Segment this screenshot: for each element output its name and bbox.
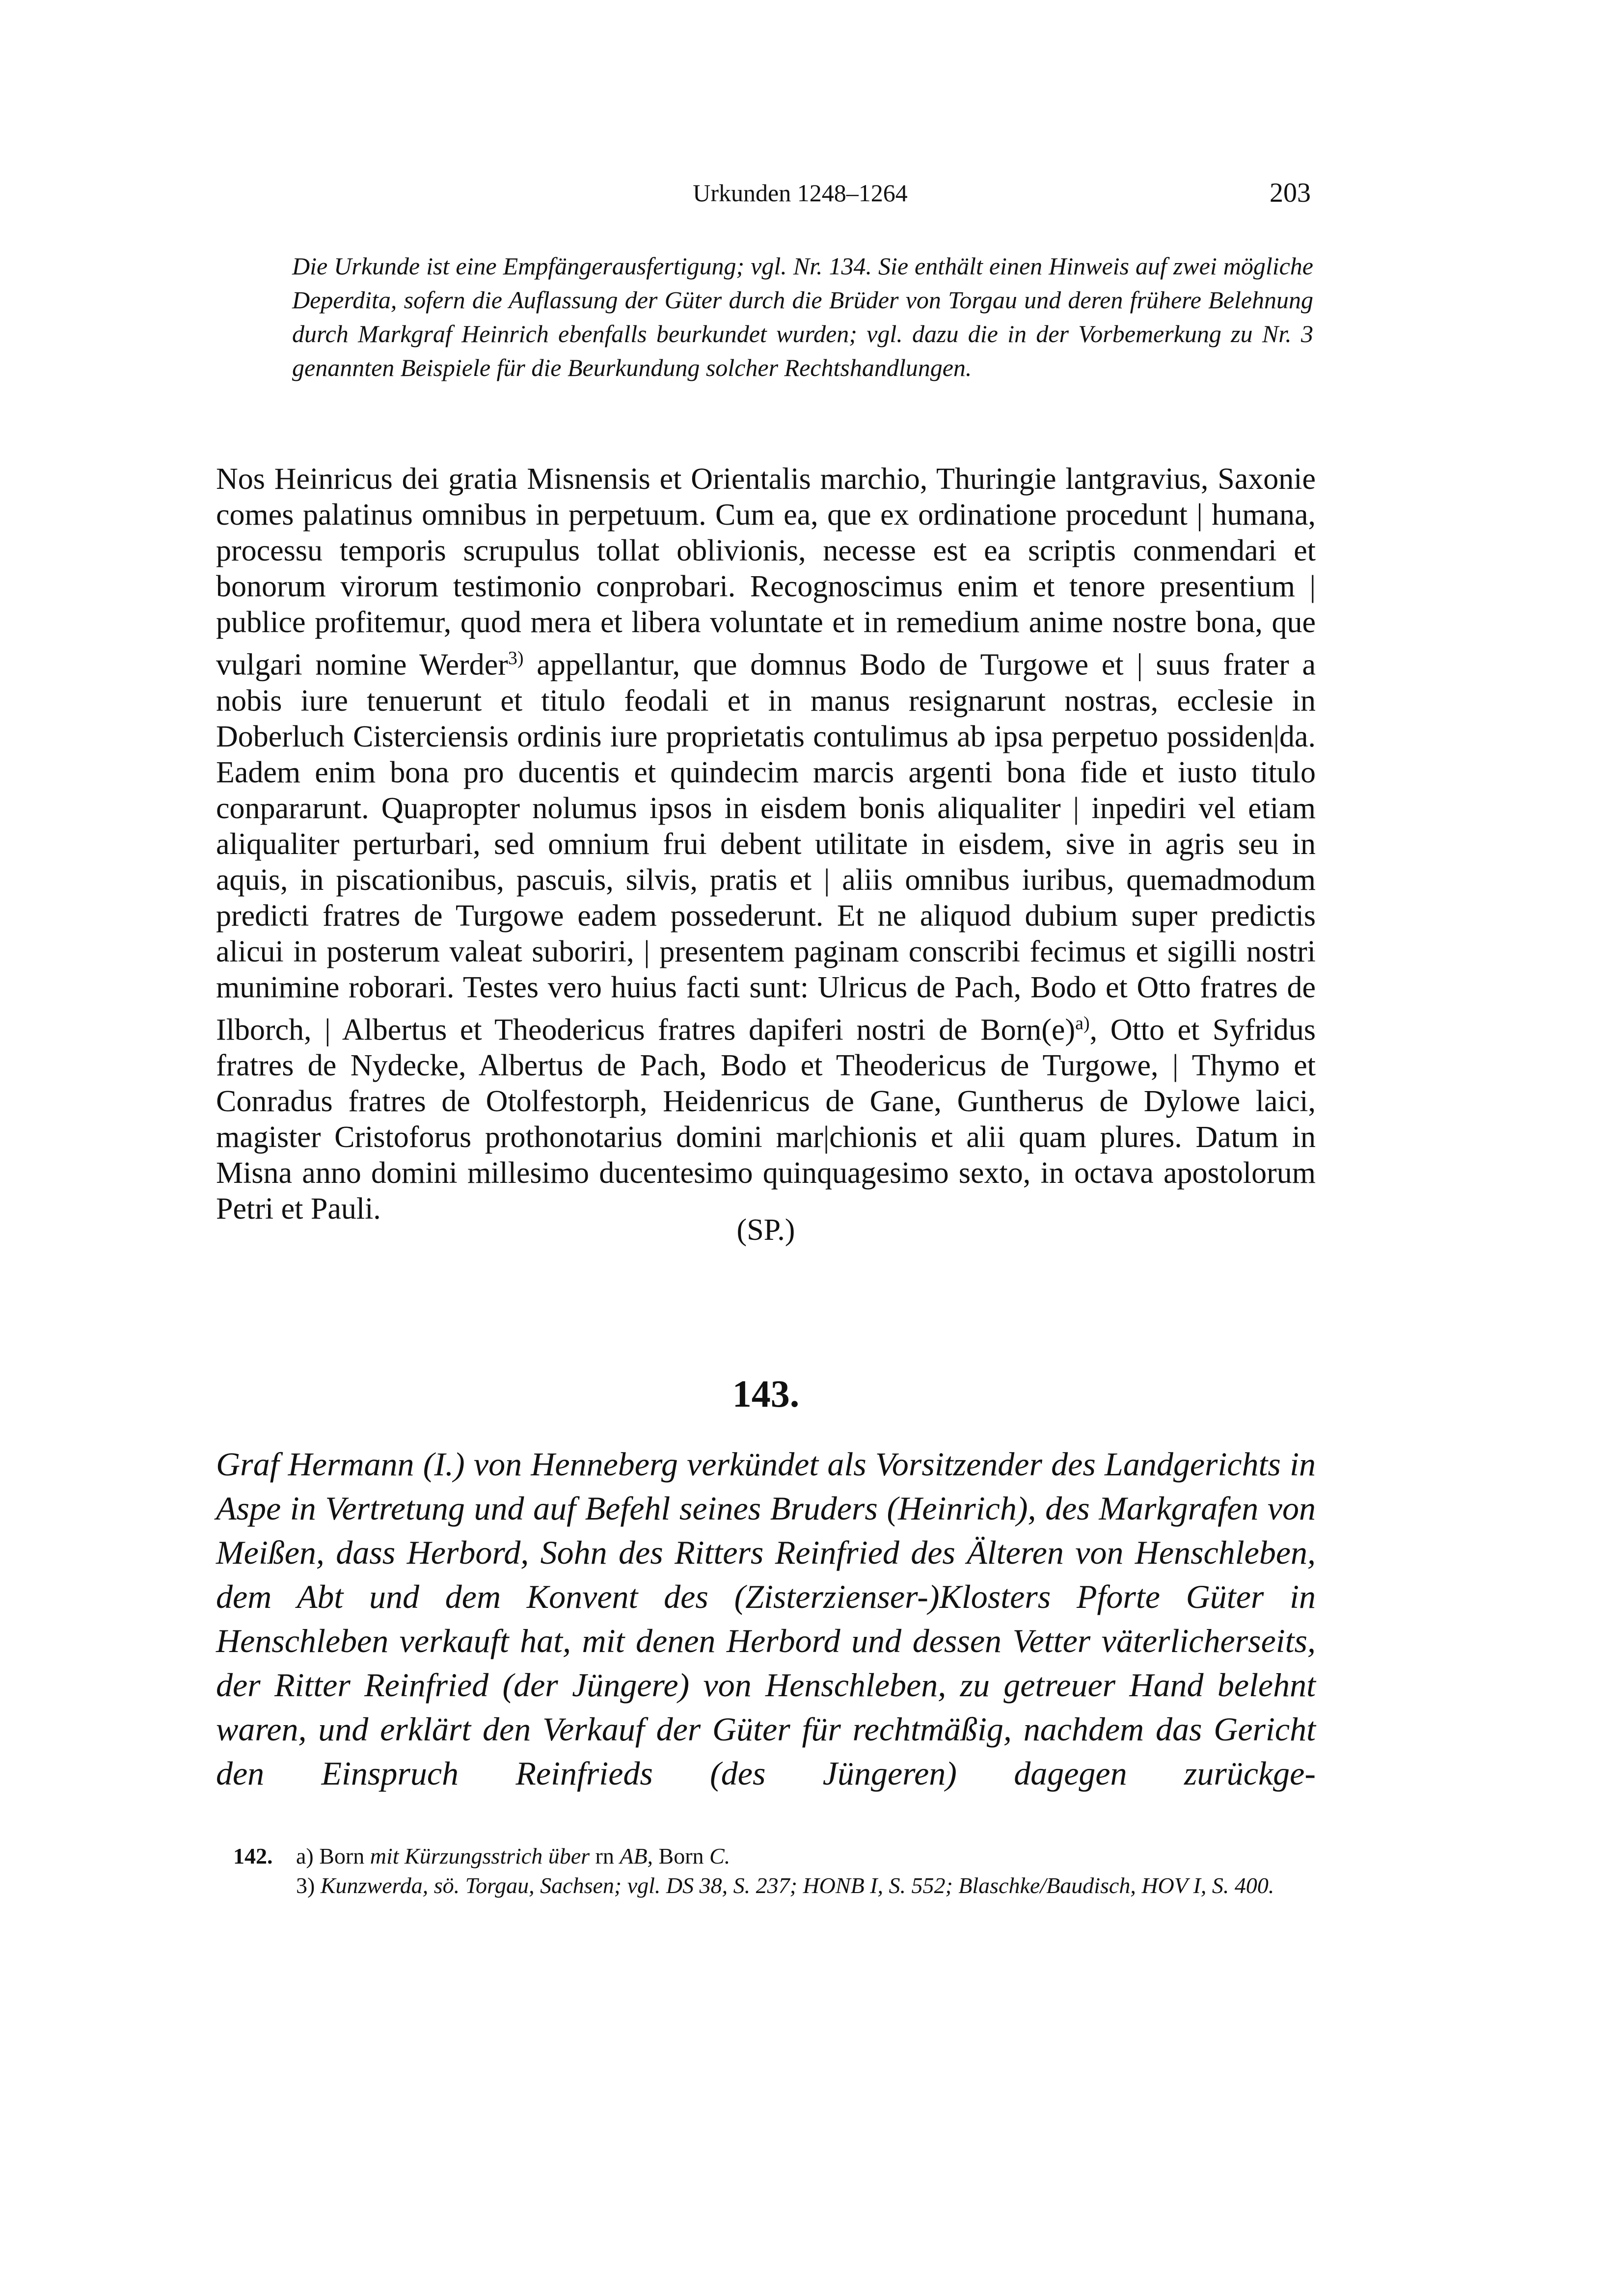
preliminary-remark: Die Urkunde ist eine Empfängerausfertigung; vgl. Nr. 134. Sie enthält einen Hinweis auf zwei mögliche Deperdita, sofern die Auflassung der Güter durch die Brüder von Torgau und deren frühere Belehnung durch Markgraf Heinrich ebenfalls beurkundet wurden; vgl. dazu die in der Vorbemerkung zu Nr. 3 genannten Beispiele für die Beurkundung solcher Rechtshandlungen.: [292, 252, 1313, 381]
running-head: [290, 176, 1311, 215]
charter-text-part-3: , Otto et Syfridus fratres de Nydecke, Albertus de Pach, Bodo et Theodericus de Turgowe, | Thymo et Conradus fratres de Otolfestorph, Heidenricus de Gane, Guntherus de Dylowe laici, magister Cristoforus prothonotarius domini mar|chionis et alii quam plures. Datum in Misna anno domini millesimo ducentesimo quinquagesimo sexto, in octava apostolorum Petri et Pauli.: [216, 1013, 1316, 1226]
charter-text: [216, 461, 1316, 1227]
footnote-3: [233, 1871, 1313, 1900]
footnote-3-text: Kunzwerda, sö. Torgau, Sachsen; vgl. DS 38, S. 237; HONB I, S. 552; Blaschke/Baudisch, HOV I, S. 400.: [320, 1873, 1274, 1898]
footnote-ref-3: 3): [508, 648, 524, 668]
document-number: 143.: [732, 1372, 800, 1415]
charter-text-part-1: Nos Heinricus dei gratia Misnensis et Orientalis marchio, Thuringie lantgravius, Saxonie comes palatinus omnibus in perpetuum. Cum ea, que ex ordinatione procedunt | humana, processu temporis scrupulus tollat oblivionis, necesse est ea scriptis conmendari et bonorum virorum testimonio conprobari. Recognoscimus enim et tenore presentium | publice profitemur, quod mera et libera voluntate et in remedium anime nostre bona, que vulgari nomine Werder: [216, 462, 1316, 682]
running-head-title: Urkunden 1248–1264: [693, 179, 908, 207]
footnote-a-label: a): [296, 1843, 314, 1869]
footnote-a: 142. a) Born mit Kürzungsstrich über rn AB, Born C.: [233, 1842, 1313, 1871]
footnote-apparatus: [233, 1842, 1313, 1900]
regest-summary: Graf Hermann (I.) von Henneberg verkündet als Vorsitzender des Landgerichts in Aspe in Vertretung und auf Befehl seines Bruders (Heinrich), des Markgrafen von Meißen, dass Herbord, Sohn des Ritters Reinfried des Älteren von Henschleben, dem Abt und dem Konvent des (Zisterzienser-)Klosters Pforte Güter in Henschleben verkauft hat, mit denen Herbord und dessen Vetter väterlicherseits, der Ritter Reinfried (der Jüngere) von Henschleben, zu getreuer Hand belehnt waren, und erklärt den Verkauf der Güter für rechtmäßig, nachdem das Gericht den Einspruch Reinfrieds (des Jüngeren) dagegen zurückge-: [216, 1445, 1316, 1792]
footnote-document-number: 142.: [233, 1843, 273, 1869]
charter-text-part-2: appellantur, que domnus Bodo de Turgowe et | suus frater a nobis iure tenuerunt et titulo feodali et in manus resignarunt nostras, ecclesie in Doberluch Cisterciensis ordinis iure proprietatis contulimus ab ipsa perpetuo possiden|da. Eadem enim bona pro ducentis et quindecim marcis argenti bona fide et iusto titulo conpararunt. Quapropter nolumus ipsos in eisdem bonis aliqualiter | inpediri vel etiam aliqualiter perturbari, sed omnium frui debent utilitate in eisdem, sive in agris seu in aquis, in piscationibus, pascuis, silvis, pratis et | aliis omnibus iuribus, quemadmodum predicti fratres de Turgowe eadem possederunt. Et ne aliquod dubium super predictis alicui in posterum valeat suboriri, | presentem paginam conscribi fecimus et sigilli nostri munimine roborari. Testes vero huius facti sunt: Ulricus de Pach, Bodo et Otto fratres de Ilborch, | Albertus et Theodericus fratres dapiferi nostri de Born(e): [216, 648, 1316, 1047]
page-number: 203: [1270, 178, 1311, 208]
footnote-ref-a: a): [1075, 1013, 1090, 1034]
footnote-3-label: 3): [296, 1873, 315, 1898]
seal-notation: (SP.): [736, 1213, 795, 1247]
